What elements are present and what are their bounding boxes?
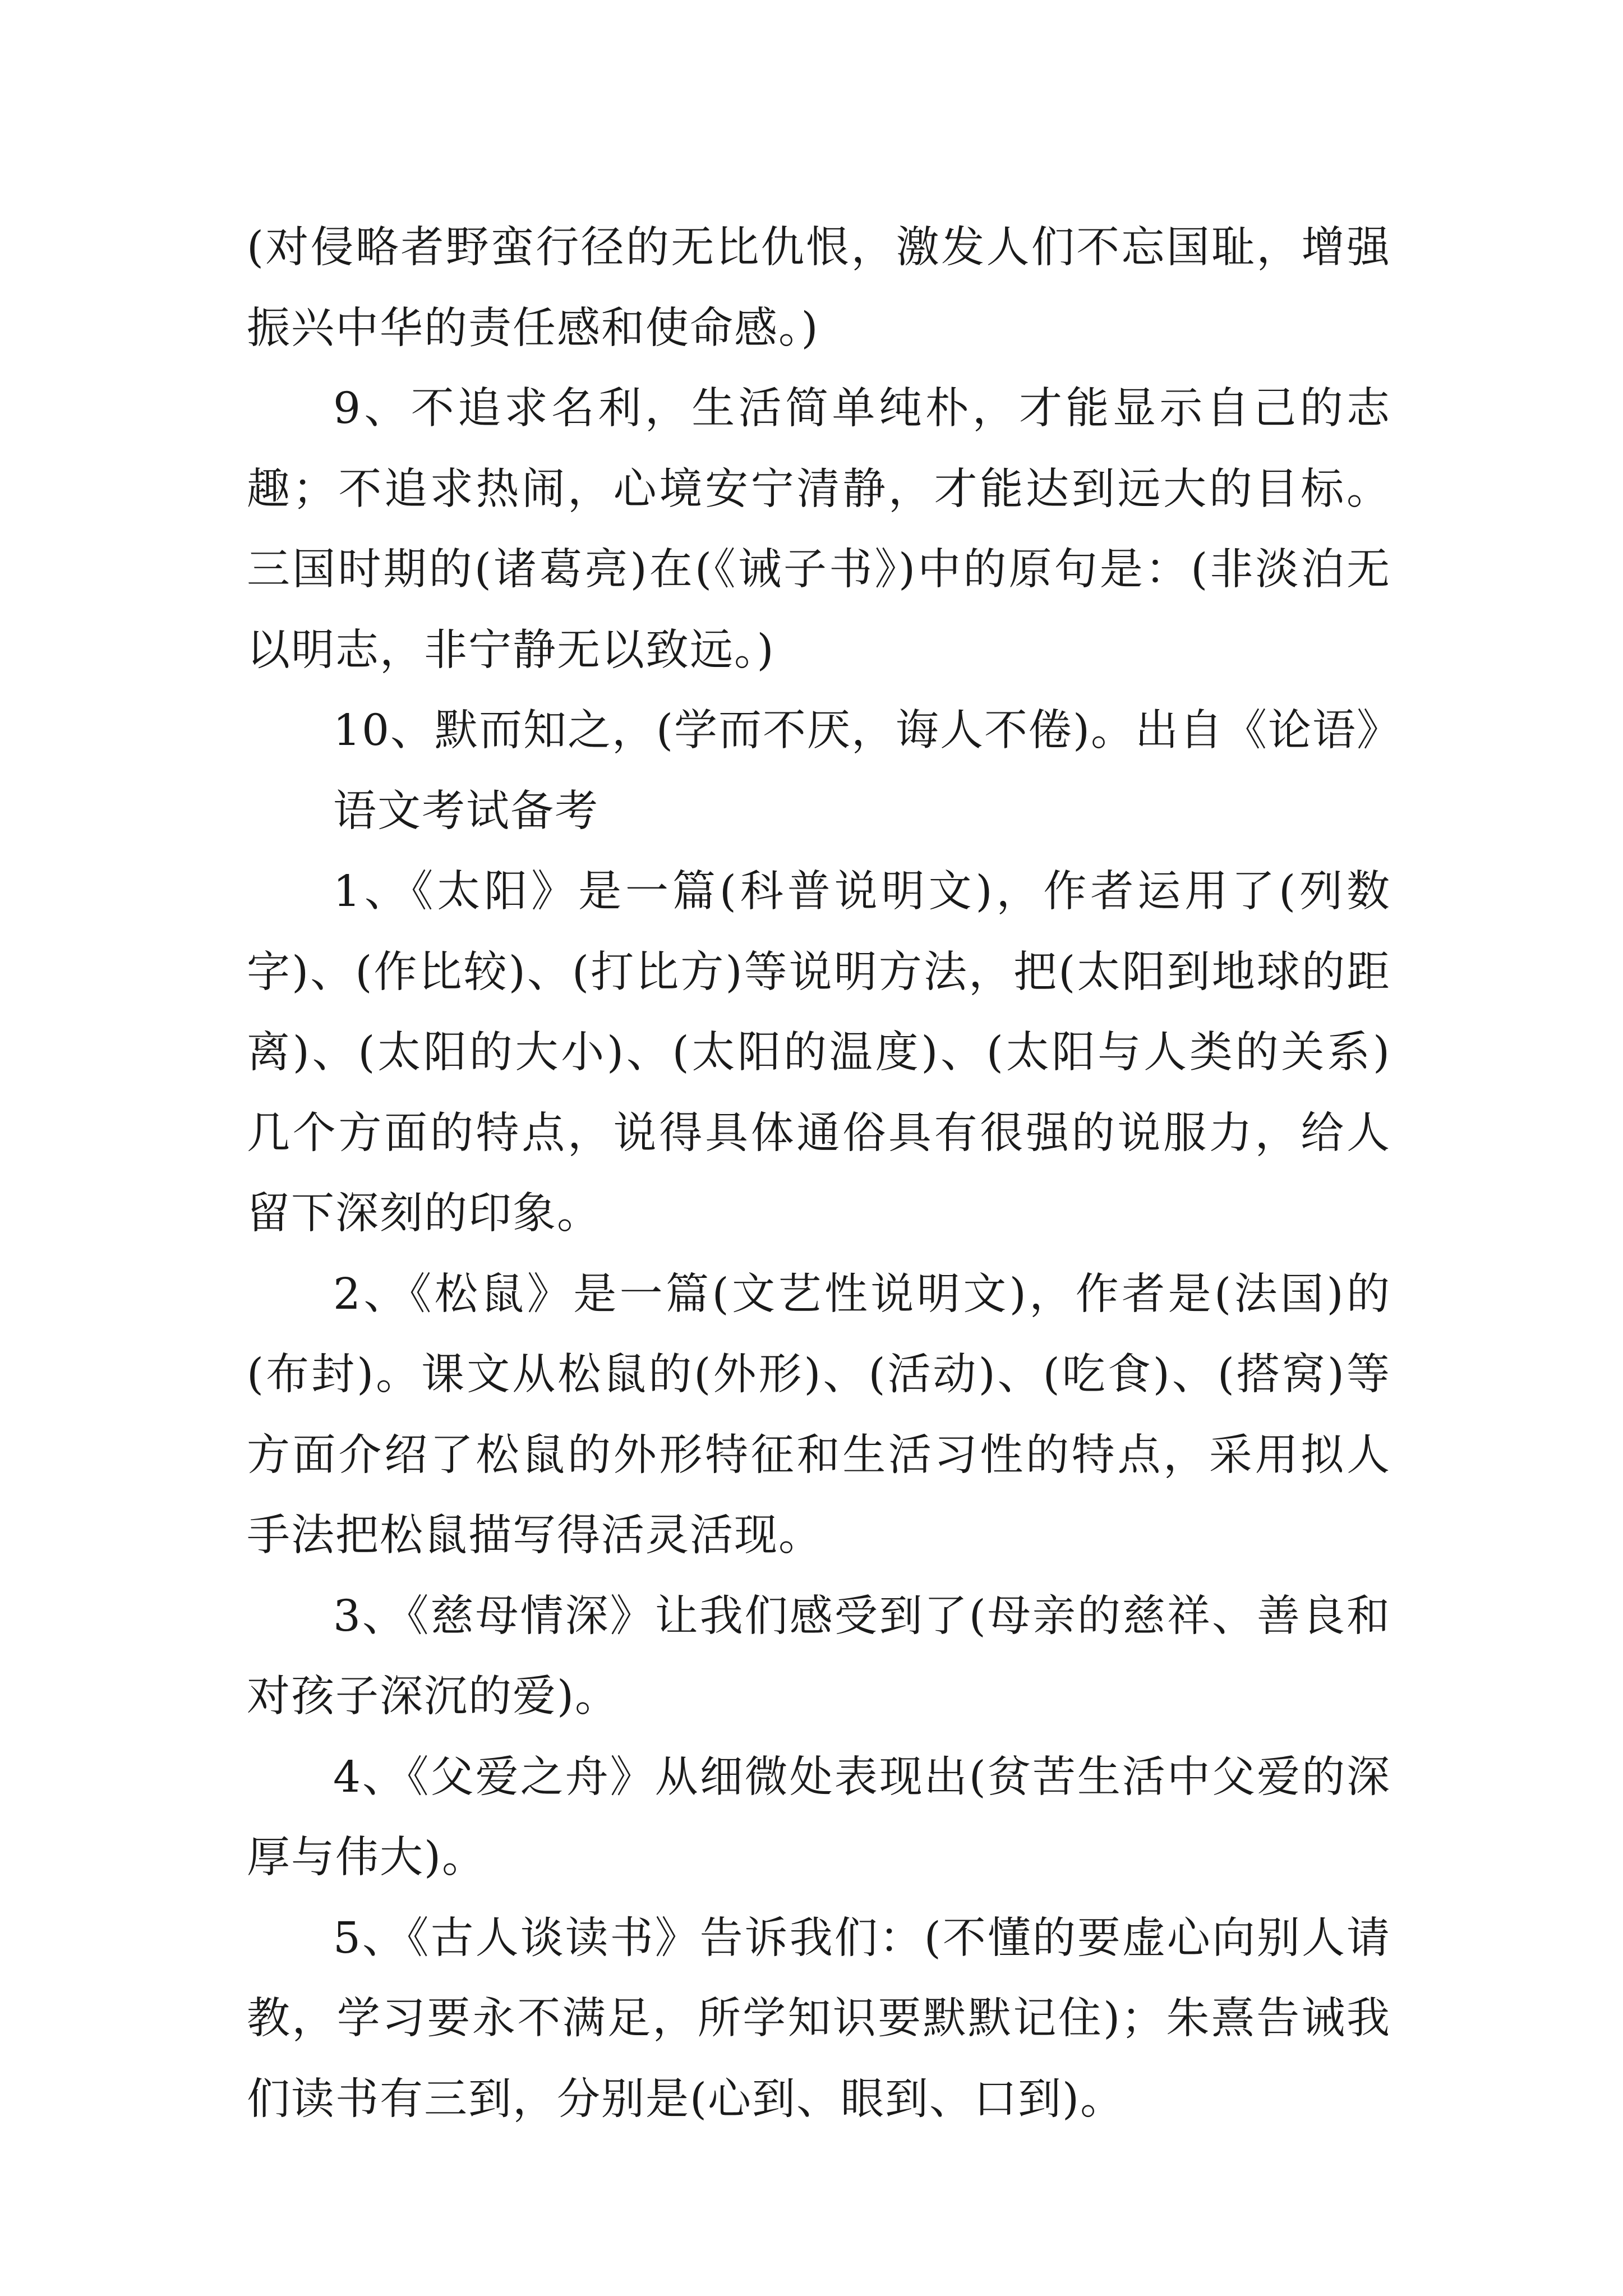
paragraph-item-2: 2、《松鼠》是一篇(文艺性说明文)，作者是(法国)的(布封)。课文从松鼠的(外形)、(活动)、(吃食)、(搭窝)等方面介绍了松鼠的外形特征和生活习性的特点，采用拟人手法把松鼠描写得活灵活现。 [247, 1269, 1391, 1561]
paragraph-continuation: (对侵略者野蛮行径的无比仇恨，激发人们不忘国耻，增强振兴中华的责任感和使命感。) [247, 223, 1391, 353]
paragraph-item-5: 5、《古人谈读书》告诉我们：(不懂的要虚心向别人请教，学习要永不满足，所学知识要默默记住)；朱熹告诫我们读书有三到，分别是(心到、眼到、口到)。 [247, 1913, 1391, 2124]
section-heading: 语文考试备考 [333, 786, 599, 836]
paragraph-item-3: 3、《慈母情深》让我们感受到了(母亲的慈祥、善良和对孩子深沉的爱)。 [247, 1591, 1391, 1722]
paragraph-item-4: 4、《父爱之舟》从细微处表现出(贫苦生活中父爱的深厚与伟大)。 [247, 1752, 1391, 1883]
paragraph-item-1: 1、《太阳》是一篇(科普说明文)，作者运用了(列数字)、(作比较)、(打比方)等说明方法，把(太阳到地球的距离)、(太阳的大小)、(太阳的温度)、(太阳与人类的关系)几个方面的特点，说得具体通俗具有很强的说服力，给人留下深刻的印象。 [247, 867, 1391, 1239]
document-body [247, 208, 1401, 2139]
paragraph-item-9: 9、不追求名利，生活简单纯朴，才能显示自己的志趣；不追求热闹，心境安宁清静，才能达到远大的目标。三国时期的(诸葛亮)在(《诫子书》)中的原句是：(非淡泊无以明志，非宁静无以致远。) [247, 384, 1391, 675]
paragraph-item-10: 10、默而知之，(学而不厌，诲人不倦)。出自《论语》 [333, 706, 1401, 756]
